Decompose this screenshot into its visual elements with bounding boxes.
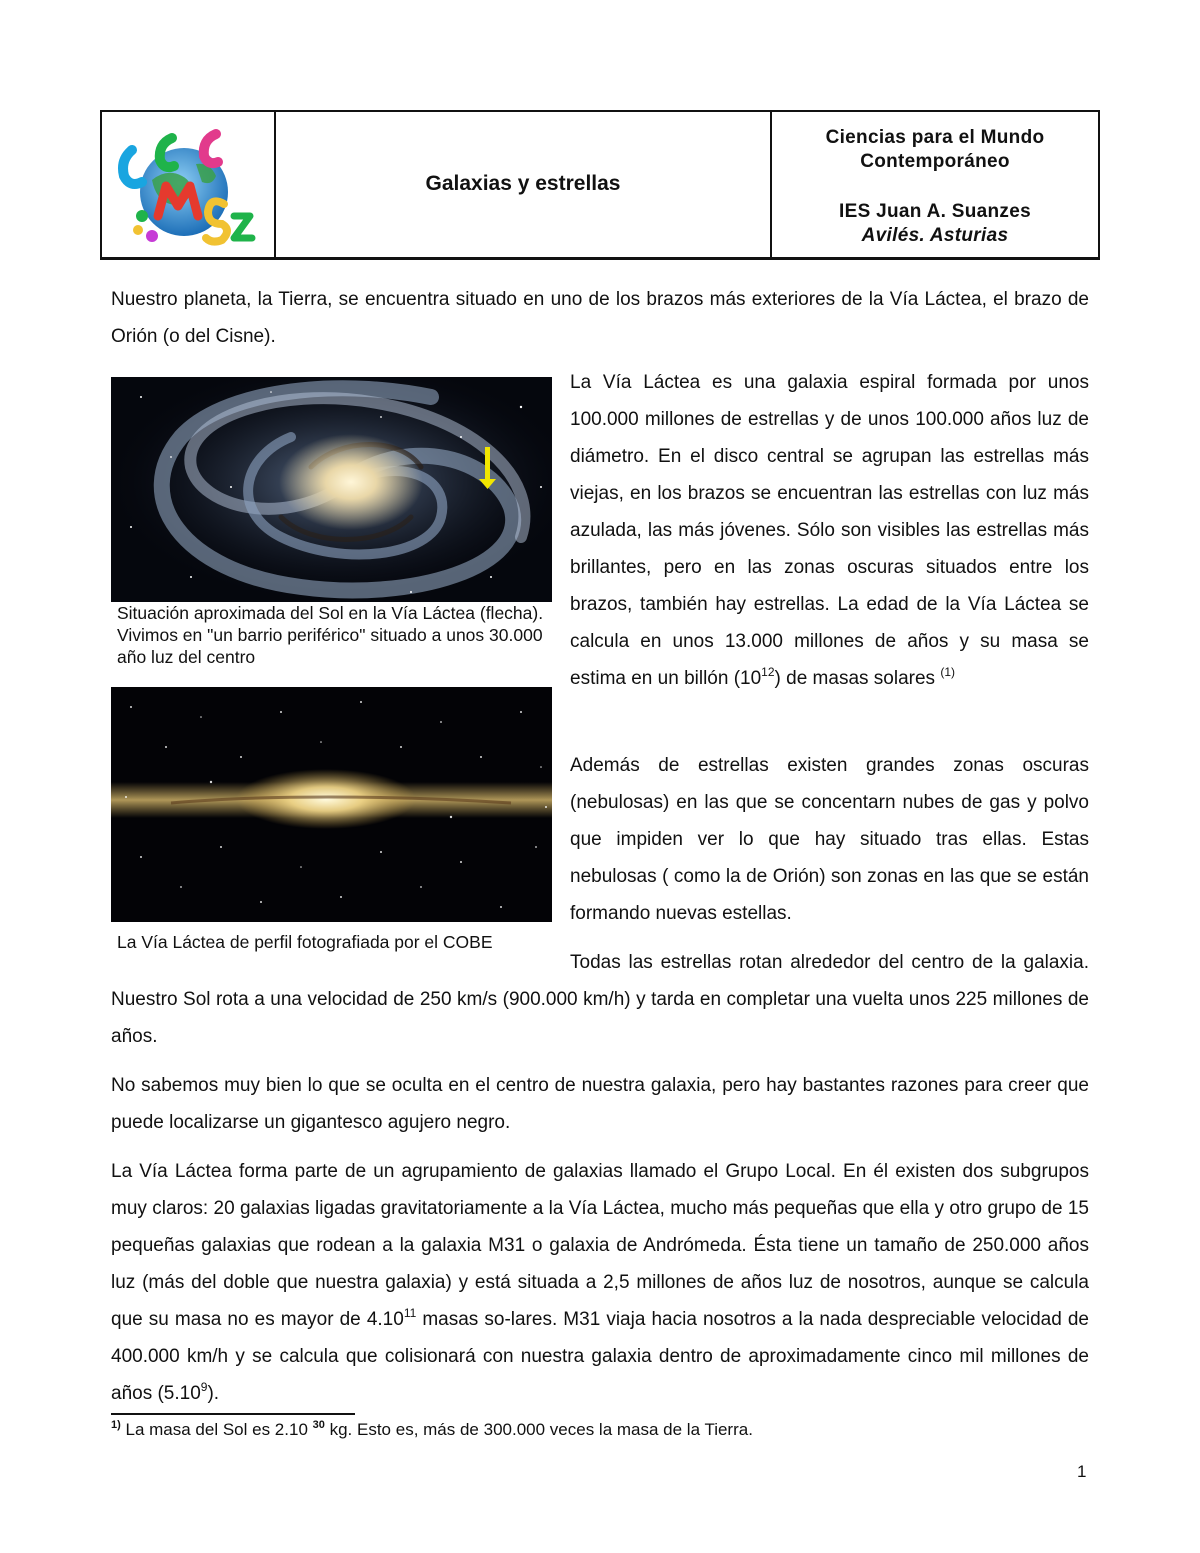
footnote-separator xyxy=(111,1413,355,1415)
footnote-mark: 1) xyxy=(111,1419,121,1431)
spiral-galaxy-image xyxy=(111,377,552,602)
galaxy-profile-image xyxy=(111,687,552,922)
footnote-text-2: kg. Esto es, más de 300.000 veces la masa de la Tierra. xyxy=(324,1420,753,1439)
header-table xyxy=(100,110,1100,260)
intro-paragraph: Nuestro planeta, la Tierra, se encuentra situado en uno de los brazos más exteriores de la Vía Láctea, el brazo de Orión (o del Cisne). xyxy=(111,289,1089,347)
exponent: 30 xyxy=(312,1419,325,1431)
logo-cell xyxy=(102,112,276,257)
footnote-reference: (1) xyxy=(940,665,955,679)
subject-line-1: Ciencias para el Mundo xyxy=(825,127,1045,148)
school-name: IES Juan A. Suanzes xyxy=(839,201,1031,222)
school-logo xyxy=(112,120,262,250)
local-group-text: La Vía Láctea forma parte de un agrupamiento de galaxias llamado el Grupo Local. En él existen dos subgrupos muy claros: 20 galaxias ligadas gravitatoriamente a la Vía Láctea, mucho más pequeñas que ella y otro grupo de 15 pequeñas galaxias que rodean a la galaxia M31 o galaxia de Andrómeda. Ésta tiene un tamaño de 250.000 años luz (más del doble que nuestra galaxia) y está situada a 2,5 millones de años luz de nosotros, aunque se calcula que su masa no es mayor de 4.10 xyxy=(111,1161,1089,1330)
school-city: Avilés. Asturias xyxy=(861,225,1009,246)
footnote-text: La masa del Sol es 2.10 xyxy=(120,1420,313,1439)
nebulae-paragraph: Además de estrellas existen grandes zonas oscuras (nebulosas) en las que se concentarn nubes de gas y polvo que impiden ver lo que hay situado tras ellas. Estas nebulosas ( como la de Orión) son zonas en las que se están formando nuevas estellas. xyxy=(570,755,1089,924)
exponent: 12 xyxy=(761,665,775,679)
exponent: 9 xyxy=(200,1380,208,1394)
milky-way-text-tail: ) de masas solares xyxy=(774,668,941,689)
local-group-paragraph xyxy=(111,1153,1089,1412)
footnote xyxy=(111,1418,753,1442)
black-hole-paragraph: No sabemos muy bien lo que se oculta en el centro de nuestra galaxia, pero hay bastantes razones para creer que puede localizarse un gigantesco agujero negro. xyxy=(111,1075,1089,1133)
profile-image-caption: La Vía Láctea de perfil fotografiada por el COBE xyxy=(117,932,493,952)
milky-way-text: La Vía Láctea es una galaxia espiral formada por unos 100.000 millones de estrellas y de unos 100.000 años luz de diámetro. En el disco central se agrupan las estrellas más viejas, en los brazos se encuentran las estrellas con luz más azulada, las más jóvenes. Sólo son visibles las estrellas más brillantes, pero en las zonas oscuras situados entre los brazos, también hay estrellas. La edad de la Vía Láctea se calcula en unos 13.000 millones de años y su masa se estima en un billón (10 xyxy=(570,372,1089,689)
exponent: 11 xyxy=(403,1306,417,1320)
institution-info xyxy=(772,112,1098,257)
milky-way-paragraph xyxy=(570,364,1089,697)
local-group-text-2: masas so-lares. M31 viaja hacia nosotros a la nada despreciable velocidad de 400.000 km/h y se calcula que colisionará con nuestra galaxia dentro de aproximadamente cinco mil millones de años (5.10 xyxy=(111,1309,1090,1404)
page-number: 1 xyxy=(1077,1462,1087,1481)
local-group-text-3: ). xyxy=(207,1383,220,1404)
document-title: Galaxias y estrellas xyxy=(276,112,772,257)
spiral-image-caption: Situación aproximada del Sol en la Vía Láctea (flecha). Vivimos en "un barrio periférico" situado a unos 30.000 año luz del centro xyxy=(117,603,544,667)
subject-line-2: Contemporáneo xyxy=(860,151,1010,172)
rotation-paragraph-body: Todas las estrellas rotan alrededor del centro de la galaxia. Nuestro Sol rota a una velocidad de 250 km/s (900.000 km/h) y tarda en completar una vuelta unos 225 millones de años. xyxy=(111,952,1089,1047)
